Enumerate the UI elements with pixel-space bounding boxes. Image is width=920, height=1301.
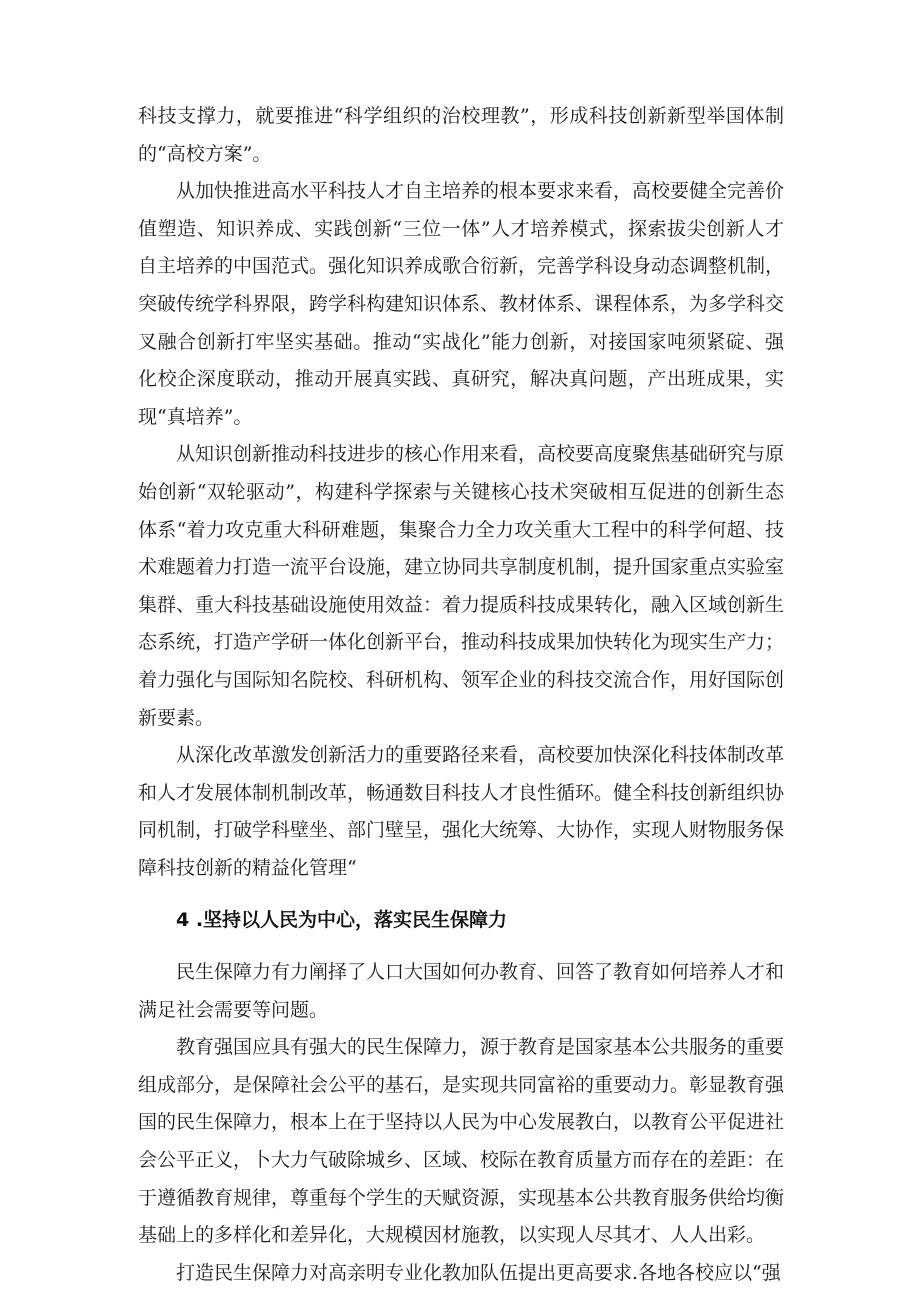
- paragraph-1: 科技支撑力，就要推进“科学组织的治校理教”，形成科技创新新型举国体制的“高校方案”。: [138, 105, 784, 165]
- paragraph-6: 教育强国应具有强大的民生保障力，源于教育是国家基本公共服务的重要组成部分，是保障社会公平的基石，是实现共同富裕的重要动力。彰显教育强国的民生保障力，根本上在于坚持以人民为中心发展教白，以教育公平促进社会公平正义，卜大力气破除城乡、区域、校际在教育质量方而存在的差距：在于遵循教育规律，尊重每个学生的天赋资源，实现基本公共教育服务供给均衡基础上的多样化和差异化，大规模因材施教，以实现人尽其才、人人出彩。: [138, 1036, 785, 1247]
- section-heading: 4 .坚持以人民为中心，落实民生保障力: [176, 909, 508, 932]
- paragraph-2: 从加快推进高水平科技人才自主培养的根本要求来看，高校要健全完善价值塑造、知识养成、实践创新“三位一体”人才培养模式，探索拔尖创新人才自主培养的中国范式。强化知识养成歌合衍新，完善学科设身动态调整机制，突破传统学科界限，跨学科构建知识体系、教材体系、课程体系，为多学科交叉融合创新打牢坚实基础。推动“实战化”能力创新，对接国家吨须紧碇、强化校企深度联动，推动开展真实践、真研究，解决真问题，产出班成果，实现“真培养”。: [138, 180, 785, 428]
- paragraph-5: 民生保障力有力阐择了人口大国如何办教育、回答了教育如何培养人才和满足社会需要等问题。: [138, 961, 785, 1021]
- paragraph-4: 从深化改革激发创新活力的重要路径来看，高校要加快深化科技体制改革和人才发展体制机制改革，畅通数目科技人才良性循环。健全科技创新组织协同机制，打破学科壁坐、部门壁呈，强化大统筹、大协作，实现人财物服务保障科技创新的精益化管理“: [138, 744, 785, 879]
- document-body: [138, 98, 784, 1292]
- paragraph-3: 从知识创新推动科技进步的核心作用来看，高校要高度聚焦基础研究与原始创新“双轮驱动”，构建科学探索与关键核心技术突破相互促进的创新生态体系“着力攻克重大科研难题，集聚合力全力攻关重大工程中的科学何超、技术难题着力打造一流平台设施，建立协同共享制度机制，提升国家重点实验室集群、重大科技基础设施使用效益：着力提质科技成果转化，融入区域创新生态系统，打造产学研一体化创新平台，推动科技成果加快转化为现实生产力；着力强化与国际知名院校、科研机构、领军企业的科技交流合作，用好国际创新要素。: [138, 443, 785, 729]
- paragraph-7: 打造民生保障力对高亲明专业化教加队伍提出更高要求.各地各校应以“强: [176, 1261, 781, 1284]
